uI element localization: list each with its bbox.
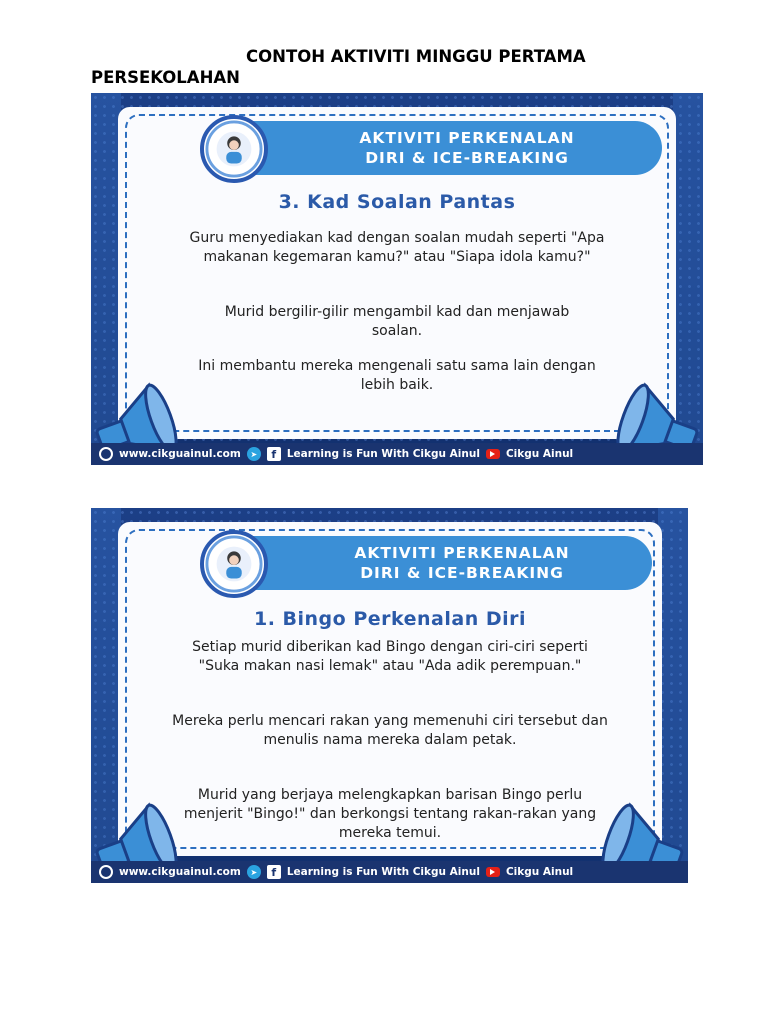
telegram-icon: ➤ [247, 447, 261, 461]
card-panel [118, 107, 676, 439]
header-line-1: AKTIVITI PERKENALAN [354, 544, 570, 562]
facebook-icon: f [267, 447, 281, 461]
brand-logo [200, 530, 268, 598]
paragraph-1: Guru menyediakan kad dengan soalan mudah seperti "Apa makanan kegemaran kamu?" atau "Siapa idola kamu?" [189, 230, 605, 265]
section-title: 3. Kad Soalan Pantas [278, 191, 516, 213]
globe-icon [99, 447, 113, 461]
logo-icon [205, 120, 263, 178]
brand-logo [200, 115, 268, 183]
footer-social-text: Learning is Fun With Cikgu Ainul [286, 866, 480, 878]
header-line-2: DIRI & ICE-BREAKING [365, 149, 569, 167]
globe-icon [99, 865, 113, 879]
logo-icon [205, 535, 263, 593]
card-panel [118, 522, 662, 856]
header-line-2: DIRI & ICE-BREAKING [360, 564, 564, 582]
paragraph-3: Murid yang berjaya melengkapkan barisan Bingo perlu menjerit "Bingo!" dan berkongsi tentang rakan-rakan yang mereka temui. [183, 787, 597, 841]
card-footer [91, 861, 688, 883]
footer-website: www.cikguainul.com [119, 448, 241, 460]
card-header [202, 536, 652, 590]
youtube-icon [486, 867, 500, 877]
activity-card-1 [91, 93, 703, 465]
youtube-icon [486, 449, 500, 459]
paragraph-1: Setiap murid diberikan kad Bingo dengan ciri-ciri seperti "Suka makan nasi lemak" atau "Ada adik perempuan." [192, 639, 588, 674]
telegram-icon: ➤ [247, 865, 261, 879]
facebook-icon: f [267, 865, 281, 879]
paragraph-3: Ini membantu mereka mengenali satu sama lain dengan lebih baik. [198, 358, 596, 393]
card-header [202, 121, 662, 175]
footer-youtube-text: Cikgu Ainul [505, 866, 574, 878]
footer-youtube-text: Cikgu Ainul [505, 448, 574, 460]
card-footer [91, 443, 703, 465]
footer-social-text: Learning is Fun With Cikgu Ainul [286, 448, 480, 460]
footer-website: www.cikguainul.com [119, 866, 241, 878]
activity-card-2 [91, 508, 688, 883]
header-line-1: AKTIVITI PERKENALAN [359, 129, 575, 147]
paragraph-2: Mereka perlu mencari rakan yang memenuhi ciri tersebut dan menulis nama mereka dalam petak. [172, 713, 608, 748]
paragraph-2: Murid bergilir-gilir mengambil kad dan menjawab soalan. [224, 304, 570, 339]
document-title: CONTOH AKTIVITI MINGGU PERTAMA PERSEKOLAHAN [91, 47, 586, 87]
section-title: 1. Bingo Perkenalan Diri [253, 608, 527, 630]
